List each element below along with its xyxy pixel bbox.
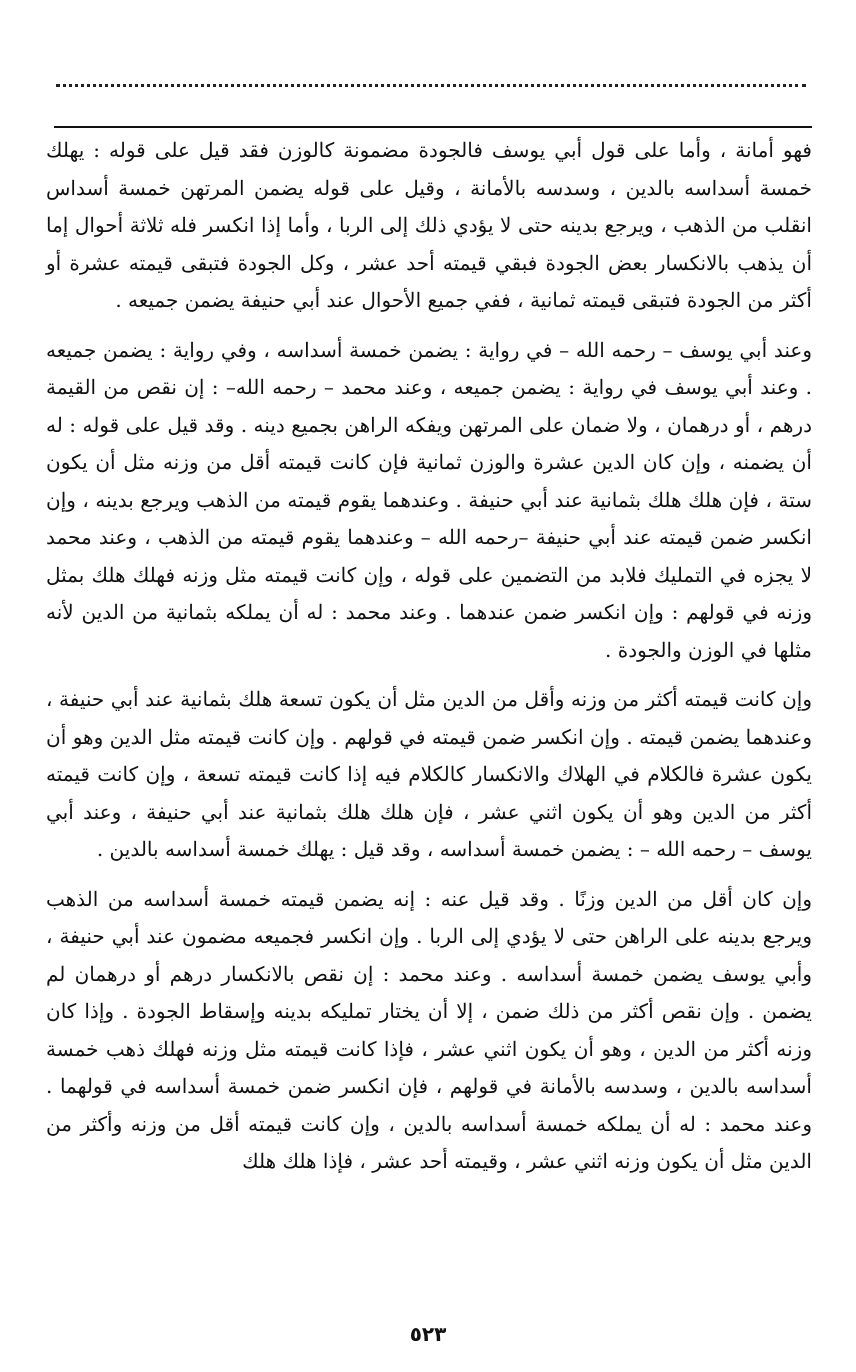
header-solid-rule bbox=[54, 126, 812, 128]
paragraph-3: وإن كانت قيمته أكثر من وزنه وأقل من الدين مثل أن يكون تسعة هلك بثمانية عند أبي حنيفة ، وعندهما يضمن قيمته . وإن انكسر ضمن قيمته في قولهم . وإن كانت قيمته مثل الدين وهو أن يكون عشرة فالكلام في الهلاك والانكسار كالكلام فيه إذا كانت قيمته تسعة ، وإن كانت قيمته أكثر من الدين وهو أن يكون اثني عشر ، فإن هلك هلك بثمانية عند أبي حنيفة ، وعند أبي يوسف – رحمه الله – : يضمن خمسة أسداسه ، وقد قيل : يهلك خمسة أسداسه بالدين . bbox=[46, 687, 812, 861]
paragraph-1: فهو أمانة ، وأما على قول أبي يوسف فالجودة مضمونة كالوزن فقد قيل على قوله : يهلك خمسة أسداسه بالدين ، وسدسه بالأمانة ، وقيل على قوله يضمن المرتهن خمسة أسداس انقلب من الذهب ، ويرجع بدينه حتى لا يؤدي ذلك إلى الربا ، وأما إذا انكسر فله ثلاثة أحوال إما أن يذهب بالانكسار بعض الجودة فبقي قيمته أحد عشر ، وكل الجودة فتبقى قيمته عشرة أو أكثر من الجودة فتبقى قيمته ثمانية ، ففي جميع الأحوال عند أبي حنيفة يضمن جميعه . bbox=[46, 138, 812, 312]
footnote-dotted-rule bbox=[56, 84, 806, 87]
body-text bbox=[46, 132, 812, 1181]
paragraph-4: وإن كان أقل من الدين وزنًا . وقد قيل عنه : إنه يضمن قيمته خمسة أسداسه من الذهب ويرجع بدينه على الراهن حتى لا يؤدي إلى الربا . وإن انكسر فجميعه مضمون عند أبي حنيفة ، وأبي يوسف يضمن خمسة أسداسه . وعند محمد : إن نقص بالانكسار درهم أو درهمان لم يضمن . وإن نقص أكثر من ذلك ضمن ، إلا أن يختار تمليكه بدينه وإسقاط الجودة . وإذا كان وزنه أكثر من الدين ، وهو أن يكون اثني عشر ، فإذا كانت قيمته مثل وزنه فهلك ذهب خمسة أسداسه بالدين ، وسدسه بالأمانة في قولهم ، فإن انكسر ضمن خمسة أسداسه في قولهما . وعند محمد : له أن يملكه خمسة أسداسه بالدين ، وإن كانت قيمته أقل من وزنه وأكثر من الدين مثل أن يكون وزنه اثني عشر ، وقيمته أحد عشر ، فإذا هلك هلك bbox=[46, 886, 812, 1173]
paragraph-2: وعند أبي يوسف – رحمه الله – في رواية : يضمن خمسة أسداسه ، وفي رواية : يضمن جميعه . وعند أبي يوسف في رواية : يضمن جميعه ، وعند محمد – رحمه الله– : إن نقص من القيمة درهم ، أو درهمان ، ولا ضمان على المرتهن ويفكه الراهن بجميع دينه . وقد قيل على قوله : له أن يضمنه ، وإن كان الدين عشرة والوزن ثمانية فإن كانت قيمته أقل من وزنه مثل أن يكون ستة ، فإن هلك هلك بثمانية عند أبي حنيفة . وعندهما يقوم قيمته من الذهب ويرجع بدينه ، وإن انكسر ضمن قيمته عند أبي حنيفة –رحمه الله – وعندهما يقوم قيمته من الذهب ، وعند محمد لا يجزه في التمليك فلابد من التضمين على قوله ، وإن كانت قيمته مثل وزنه فهلك هلك بمثل وزنه في قولهم : وإن انكسر ضمن عندهما . وعند محمد : له أن يملكه بثمانية من الدين لأنه مثلها في الوزن والجودة . bbox=[46, 337, 813, 662]
page-number: ٥٢٣ bbox=[409, 1322, 447, 1346]
